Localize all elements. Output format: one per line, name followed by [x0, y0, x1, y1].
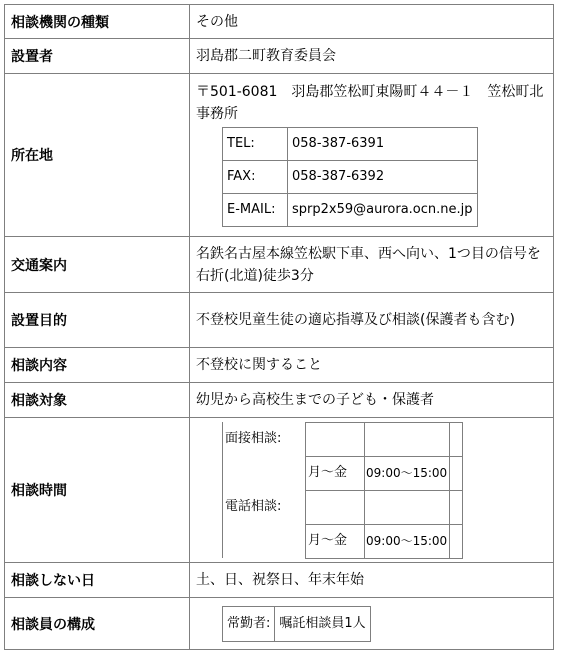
email-link[interactable]: sprp2x59@aurora.ocn.ne.jp	[288, 194, 478, 227]
value-content: 不登校に関すること	[190, 348, 554, 383]
contact-row-fax	[223, 161, 478, 194]
contact-row-tel	[223, 128, 478, 161]
hours-blank	[306, 490, 365, 524]
hours-type-phone: 電話相談:	[223, 490, 306, 524]
hours-blank	[450, 456, 463, 490]
row-kind	[5, 5, 554, 39]
hours-blank	[450, 490, 463, 524]
address-text: 〒501-6081 羽島郡笠松町東陽町４４－１ 笠松町北事務所	[196, 84, 544, 122]
hours-days: 月～金	[306, 524, 365, 558]
staff-table	[222, 606, 371, 642]
row-closed	[5, 563, 554, 598]
hours-row	[223, 524, 463, 558]
hours-time: 09:00～15:00	[365, 524, 450, 558]
value-closed: 土、日、祝祭日、年末年始	[190, 563, 554, 598]
row-staff	[5, 598, 554, 650]
row-purpose	[5, 293, 554, 348]
hours-blank	[450, 524, 463, 558]
contact-key: TEL:	[223, 128, 288, 161]
value-location	[190, 74, 554, 237]
hours-blank	[450, 422, 463, 456]
hours-blank	[223, 524, 306, 558]
label-access: 交通案内	[5, 237, 190, 293]
value-hours	[190, 418, 554, 563]
hours-time: 09:00～15:00	[365, 456, 450, 490]
consultation-info-table	[4, 4, 554, 650]
label-content: 相談内容	[5, 348, 190, 383]
value-staff	[190, 598, 554, 650]
hours-days: 月～金	[306, 456, 365, 490]
label-staff: 相談員の構成	[5, 598, 190, 650]
hours-blank	[306, 422, 365, 456]
staff-key: 常勤者:	[223, 606, 275, 641]
row-org	[5, 39, 554, 74]
label-purpose: 設置目的	[5, 293, 190, 348]
label-location: 所在地	[5, 74, 190, 237]
value-kind: その他	[190, 5, 554, 39]
label-kind: 相談機関の種類	[5, 5, 190, 39]
row-target	[5, 383, 554, 418]
hours-blank	[365, 490, 450, 524]
value-org: 羽島郡二町教育委員会	[190, 39, 554, 74]
label-org: 設置者	[5, 39, 190, 74]
contact-key: FAX:	[223, 161, 288, 194]
row-location	[5, 74, 554, 237]
contact-key: E-MAIL:	[223, 194, 288, 227]
hours-type-face: 面接相談:	[223, 422, 306, 456]
label-closed: 相談しない日	[5, 563, 190, 598]
hours-row	[223, 490, 463, 524]
staff-value: 嘱託相談員1人	[275, 606, 370, 641]
row-access	[5, 237, 554, 293]
value-purpose: 不登校児童生徒の適応指導及び相談(保護者も含む)	[190, 293, 554, 348]
staff-row	[223, 606, 371, 641]
row-content	[5, 348, 554, 383]
contact-value: 058-387-6391	[288, 128, 478, 161]
row-hours	[5, 418, 554, 563]
label-hours: 相談時間	[5, 418, 190, 563]
hours-table	[222, 422, 463, 559]
value-access: 名鉄名古屋本線笠松駅下車、西へ向い、1つ目の信号を右折(北道)徒歩3分	[190, 237, 554, 293]
contact-value: 058-387-6392	[288, 161, 478, 194]
label-target: 相談対象	[5, 383, 190, 418]
hours-row	[223, 456, 463, 490]
hours-blank	[365, 422, 450, 456]
contact-row-email	[223, 194, 478, 227]
hours-row	[223, 422, 463, 456]
hours-blank	[223, 456, 306, 490]
contact-table	[222, 127, 478, 227]
value-target: 幼児から高校生までの子ども・保護者	[190, 383, 554, 418]
